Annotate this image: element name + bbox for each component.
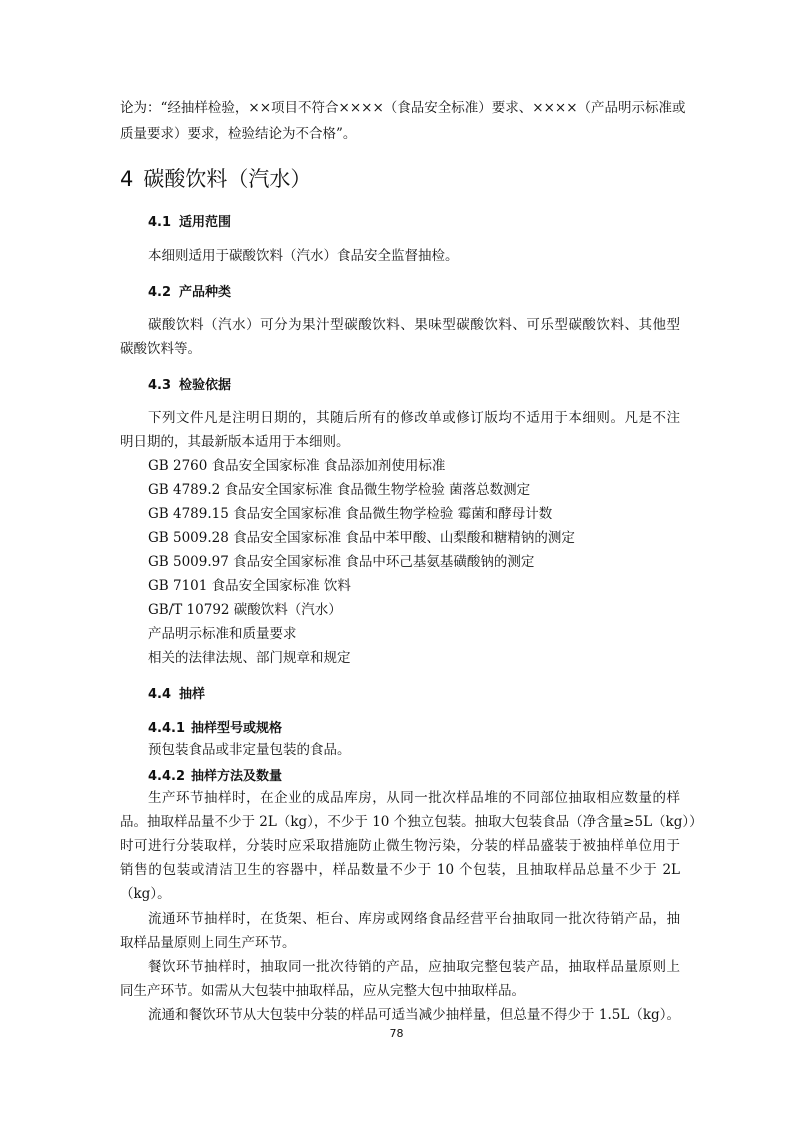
text-line: 论为：“经抽样检验，××项目不符合××××（食品安全标准）要求、××××（产品明示标准或 (120, 100, 686, 116)
text-line: 质量要求）要求，检验结论为不合格”。 (120, 126, 357, 142)
reference-item: GB/T 10792 碳酸饮料（汽水） (148, 602, 342, 618)
reference-item: GB 5009.28 食品安全国家标准 食品中苯甲酸、山梨酸和糖精钠的测定 (148, 530, 575, 546)
text-line: 碳酸饮料（汽水）可分为果汁型碳酸饮料、果味型碳酸饮料、可乐型碳酸饮料、其他型 (148, 317, 680, 333)
text-line: 下列文件凡是注明日期的，其随后所有的修改单或修订版均不适用于本细则。凡是不注 (148, 410, 680, 426)
text-line: 品。抽取样品量不少于 2L（kg），不少于 10 个独立包装。抽取大包装食品（净含量≥5L（kg）） (120, 814, 703, 830)
section-title: 抽样型号或规格 (191, 721, 283, 736)
text-line: 明日期的，其最新版本适用于本细则。 (120, 434, 350, 450)
text-line: 销售的包装或清洁卫生的容器中，样品数量不少于 10 个包装，且抽取样品总量不少于 2L (120, 862, 680, 878)
section-number: 4.4.2 (148, 769, 186, 784)
paragraph: 预包装食品或非定量包装的食品。 (148, 742, 351, 758)
reference-item: GB 7101 食品安全国家标准 饮料 (148, 578, 351, 594)
section-number: 4.2 (148, 285, 172, 300)
page-number: 78 (389, 1027, 404, 1040)
chapter-number: 4 (120, 167, 134, 191)
section-heading-4-1 (148, 211, 231, 230)
section-number: 4.1 (148, 215, 172, 230)
chapter-title: 碳酸饮料（汽水） (143, 167, 312, 191)
section-title: 抽样 (179, 687, 206, 702)
section-title: 检验依据 (179, 378, 232, 393)
text-line: 取样品量原则上同生产环节。 (120, 935, 296, 951)
text-line: （kg）。 (120, 886, 171, 902)
section-heading-4-2 (148, 281, 231, 300)
text-line: 餐饮环节抽样时，抽取同一批次待销的产品，应抽取完整包装产品，抽取样品量原则上 (148, 959, 680, 975)
text-line: 流通环节抽样时，在货架、柜台、库房或网络食品经营平台抽取同一批次待销产品，抽 (148, 911, 680, 927)
reference-item: GB 2760 食品安全国家标准 食品添加剂使用标准 (148, 458, 446, 474)
reference-item: GB 5009.97 食品安全国家标准 食品中环己基氨基磺酸钠的测定 (148, 554, 535, 570)
text-line: 生产环节抽样时，在企业的成品库房，从同一批次样品堆的不同部位抽取相应数量的样 (148, 790, 680, 806)
section-title: 产品种类 (179, 285, 232, 300)
reference-item: GB 4789.15 食品安全国家标准 食品微生物学检验 霉菌和酵母计数 (148, 506, 553, 522)
text-line: 碳酸饮料等。 (120, 341, 201, 357)
reference-item: 产品明示标准和质量要求 (148, 626, 297, 642)
text-line: 时可进行分装取样，分装时应采取措施防止微生物污染，分装的样品盛装于被抽样单位用于 (120, 838, 680, 854)
section-number: 4.4 (148, 687, 172, 702)
section-number: 4.4.1 (148, 721, 186, 736)
reference-item: 相关的法律法规、部门规章和规定 (148, 650, 351, 666)
section-number: 4.3 (148, 378, 172, 393)
section-title: 适用范围 (179, 215, 232, 230)
section-heading-4-3 (148, 374, 231, 393)
section-heading-4-4 (148, 683, 205, 702)
paragraph: 本细则适用于碳酸饮料（汽水）食品安全监督抽检。 (148, 248, 459, 264)
subsection-heading-4-4-1 (148, 717, 282, 736)
section-title: 抽样方法及数量 (191, 769, 283, 784)
reference-item: GB 4789.2 食品安全国家标准 食品微生物学检验 菌落总数测定 (148, 482, 531, 498)
text-line: 同生产环节。如需从大包装中抽取样品，应从完整大包中抽取样品。 (120, 983, 525, 999)
text-line: 流通和餐饮环节从大包装中分装的样品可适当减少抽样量，但总量不得少于 1.5L（kg）。 (148, 1007, 680, 1023)
subsection-heading-4-4-2 (148, 765, 282, 784)
chapter-heading (120, 163, 311, 193)
